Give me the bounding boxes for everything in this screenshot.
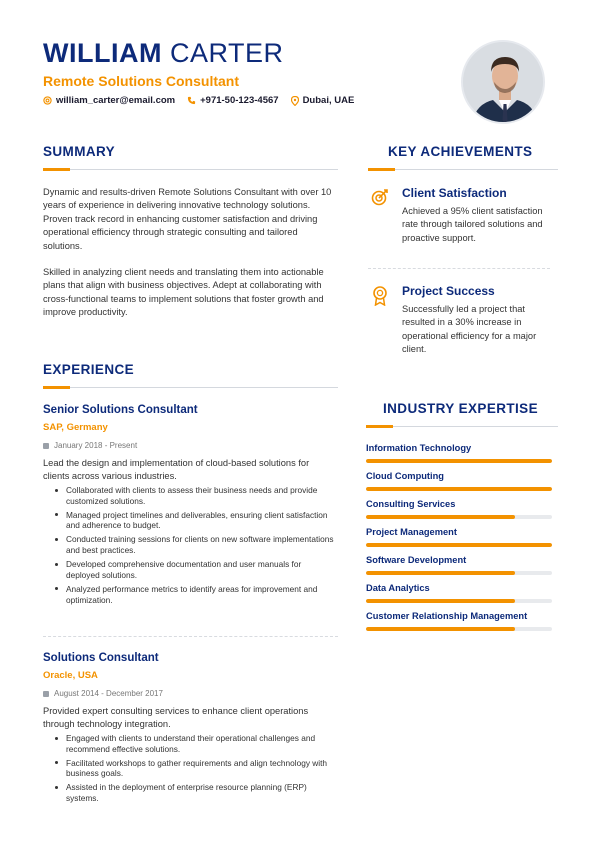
job-title: Solutions Consultant (43, 652, 159, 664)
job-bullet-list (55, 485, 337, 609)
job-bullet: Analyzed performance metrics to identify areas for improvement and optimization. (55, 584, 337, 605)
job-bullet: Conducted training sessions for clients on new software implementations and best practices. (55, 534, 337, 555)
expertise-divider (366, 426, 558, 427)
job-company: Oracle, USA (43, 670, 98, 681)
skill-bar-track (366, 459, 552, 463)
summary-paragraph-1: Dynamic and results-driven Remote Solutions Consultant with over 10 years of experience in delivering innovative technology solutions. Proven track record in enhancing customer satisfaction and driving operational efficiency through strategic consulting and tailored solutions. (43, 187, 332, 251)
skill-label: Project Management (366, 527, 457, 537)
contact-location (291, 95, 355, 106)
last-name: CARTER (169, 38, 284, 68)
email-text: william_carter@email.com (56, 95, 176, 106)
skill-bar-fill (366, 487, 552, 491)
location-text: Dubai, UAE (302, 95, 355, 106)
target-icon (371, 188, 389, 206)
skill-label: Cloud Computing (366, 471, 444, 481)
profile-photo (461, 40, 545, 124)
phone-icon (187, 96, 196, 105)
skill-bar-fill (366, 571, 515, 575)
job-bullet: Managed project timelines and deliverables, ensuring client satisfaction and adherence to budget. (55, 510, 337, 531)
skill-label: Customer Relationship Management (366, 611, 528, 621)
experience-heading: EXPERIENCE (43, 362, 135, 377)
job-bullet: Assisted in the deployment of enterprise resource planning (ERP) systems. (55, 782, 337, 803)
calendar-icon (43, 443, 49, 449)
experience-divider (43, 387, 338, 388)
achievement-title: Project Success (402, 284, 495, 298)
skill-bar-track (366, 515, 552, 519)
skill-bar-fill (366, 627, 515, 631)
contact-email[interactable] (43, 95, 175, 106)
achievements-accent-bar (368, 168, 395, 171)
skill-bar-fill (366, 543, 552, 547)
job-company: SAP, Germany (43, 422, 108, 433)
achievement-description: Successfully led a project that resulted in a 30% increase in operational efficiency for a major client. (402, 304, 537, 355)
job-date (43, 441, 137, 450)
expertise-accent-bar (366, 425, 393, 428)
skill-label: Consulting Services (366, 499, 456, 509)
achievements-divider (368, 169, 558, 170)
job-bullet: Engaged with clients to understand their operational challenges and recommend effective solutions. (55, 733, 337, 754)
candidate-name (43, 38, 284, 69)
skill-bar-track (366, 599, 552, 603)
job-description: Lead the design and implementation of cloud-based solutions for clients across various industries. (43, 458, 310, 482)
skill-label: Data Analytics (366, 583, 430, 593)
job-date-text: January 2018 - Present (54, 441, 138, 450)
achievement-description: Achieved a 95% client satisfaction rate through tailored solutions and proactive support. (402, 206, 543, 243)
expertise-heading: INDUSTRY EXPERTISE (383, 401, 538, 416)
contact-phone[interactable] (187, 95, 278, 106)
achievement-separator (368, 268, 550, 269)
skill-label: Information Technology (366, 443, 472, 453)
summary-divider (43, 169, 338, 170)
job-date-text: August 2014 - December 2017 (54, 689, 163, 698)
skill-bar-track (366, 487, 552, 491)
job-role: Remote Solutions Consultant (43, 73, 239, 89)
job-description: Provided expert consulting services to enhance client operations through technology integration. (43, 706, 309, 730)
award-medal-icon (371, 286, 389, 306)
skill-bar-fill (366, 515, 515, 519)
job-bullet: Facilitated workshops to gather requirements and align technology with business goals. (55, 758, 337, 779)
contact-bar (43, 95, 366, 106)
job-bullet: Developed comprehensive documentation and user manuals for deployed solutions. (55, 559, 337, 580)
job-title: Senior Solutions Consultant (43, 404, 198, 416)
skill-bar-track (366, 571, 552, 575)
job-bullet: Collaborated with clients to assess their business needs and provide customized solutions. (55, 485, 337, 506)
summary-heading: SUMMARY (43, 144, 116, 159)
phone-text: +971-50-123-4567 (200, 95, 279, 106)
job-date (43, 689, 163, 698)
skill-bar-track (366, 543, 552, 547)
calendar-icon (43, 691, 49, 697)
achievements-heading: KEY ACHIEVEMENTS (388, 144, 533, 159)
at-sign-icon (43, 96, 52, 105)
job-separator (43, 636, 338, 637)
skill-label: Software Development (366, 555, 467, 565)
job-bullet-list (55, 733, 337, 807)
experience-accent-bar (43, 386, 70, 389)
achievement-title: Client Satisfaction (402, 186, 507, 200)
skill-bar-fill (366, 599, 515, 603)
first-name: WILLIAM (43, 38, 162, 68)
map-pin-icon (291, 96, 299, 106)
skill-bar-track (366, 627, 552, 631)
skill-bar-fill (366, 459, 552, 463)
summary-accent-bar (43, 168, 70, 171)
summary-paragraph-2: Skilled in analyzing client needs and translating them into actionable plans that align with business objectives. Adept at collaborating with cross-functional teams to implement solutions that foster growth and improve productivity. (43, 267, 324, 318)
